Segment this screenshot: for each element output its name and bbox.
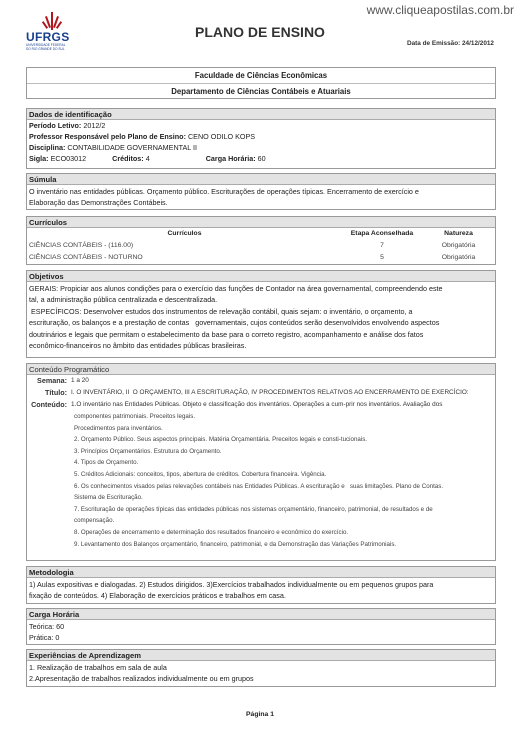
objetivos-line: escrituração, os balanços e a prestação de contas governamentais, cujos conteúdos serão desenvolvidos envolvendo aspectos — [29, 318, 440, 328]
list-item: 4. Tipos de Orçamento. — [74, 459, 139, 467]
sumula-line: O inventário nas entidades públicas. Orçamento público. Escriturações de operações típicas. Encerramento de exercício e — [29, 187, 419, 196]
week-label: Semana: — [37, 376, 67, 385]
section-title: Súmula — [27, 174, 495, 185]
hours-label: Carga Horária: — [205, 154, 256, 163]
table-row — [27, 239, 495, 251]
section-title: Experiências de Aprendizagem — [27, 650, 495, 661]
period-value: 2012/2 — [83, 121, 106, 130]
objetivos-line: econômico-financeiros no âmbito das entidades públicas brasileiras. — [29, 341, 247, 351]
metodologia-text — [27, 578, 495, 603]
carga-section — [26, 608, 496, 645]
content-first-item: 1.O inventário nas Entidades Públicas. Objeto e classificação dos inventários. Operações a cum-prir nos inventários. Avaliação dos — [71, 401, 443, 408]
list-item: Sistema de Escrituração. — [74, 494, 143, 502]
logo-text: UFRGS — [26, 30, 70, 44]
content-list — [27, 411, 495, 550]
list-item: 3. Princípios Orçamentários. Estrutura do Orçamento. — [74, 447, 222, 455]
objetivos-line: doutrinários e legais que permitam o estabelecimento da base para o correto registro, acompanhamento e análise dos fatos — [29, 329, 424, 339]
table-cell: 7 — [380, 241, 384, 249]
credits-label: Créditos: — [112, 154, 144, 163]
hours-value: 60 — [257, 154, 266, 163]
list-item: compensação. — [74, 517, 115, 525]
objetivos-text — [27, 282, 495, 352]
professor-row — [27, 131, 495, 142]
metodologia-line: fixação de conteúdos. 4) Elaboração de exercícios práticos e trabalhos em casa. — [29, 591, 286, 601]
section-title: Conteúdo Programático — [27, 364, 495, 375]
conteudo-body — [27, 375, 495, 550]
code-label: Sigla: — [29, 154, 49, 163]
section-title: Metodologia — [27, 567, 495, 578]
department-name: Departamento de Ciências Contábeis e Atuariais — [27, 83, 495, 98]
table-cell: Obrigatória — [441, 253, 476, 261]
sumula-section — [26, 173, 496, 210]
topic-row — [27, 388, 495, 398]
list-item: 6. Os conhecimentos visados pelas relevações contábeis nas Entidades Públicas. A escrituração e suas limitações. Plano de Contas. — [74, 482, 444, 490]
table-cell: Obrigatória — [441, 241, 476, 249]
week-value: 1 a 20 — [71, 377, 89, 384]
professor-label: Professor Responsável pelo Plano de Ensino: — [29, 132, 186, 141]
logo-subtitle-1: UNIVERSIDADE FEDERAL — [26, 43, 66, 47]
objetivos-line: tal, a administração pública centralizada e descentralizada. — [29, 295, 218, 305]
discipline-value: CONTABILIDADE GOVERNAMENTAL II — [67, 143, 198, 152]
code-value: ECO03012 — [50, 154, 87, 163]
sumula-text — [27, 185, 495, 210]
objetivos-line: GERAIS: Propiciar aos alunos condições para o exercício das funções de Contador na área governamental, compreendendo este — [29, 284, 443, 293]
practice-hours: Prática: 0 — [29, 633, 60, 643]
faculty-header — [26, 67, 496, 99]
list-item: componentes patrimoniais. Preceitos legais. — [74, 413, 196, 420]
objetivos-section — [26, 270, 496, 358]
list-item: 8. Operações de encerramento e determinação dos resultados financeiro e econômico do exercício. — [74, 528, 349, 536]
list-item: 7. Escrituração de operações típicas das entidades públicas nos sistemas orçamentário, financeiro, patrimonial, de resultados e de — [74, 505, 433, 513]
credits-value: 4 — [145, 154, 150, 163]
column-header: Currículos — [167, 230, 202, 237]
column-header: Natureza — [444, 230, 473, 237]
experiencias-line: 2.Apresentação de trabalhos realizados individualmente ou em grupos — [29, 674, 254, 684]
table-cell: 5 — [380, 253, 384, 261]
list-item: 5. Créditos Adicionais: conceitos, tipos, abertura de créditos. Cobertura financeira. Vigência. — [74, 470, 327, 478]
list-item: 9. Levantamento dos Balanços orçamentário, financeiro, patrimonial, e da Demonstração das Variações Patrimoniais. — [74, 540, 397, 548]
identification-section — [26, 108, 496, 169]
period-label: Período Letivo: — [29, 121, 82, 130]
experiencias-line: 1. Realização de trabalhos em sala de aula — [29, 663, 167, 672]
carga-text — [27, 620, 495, 645]
conteudo-section — [26, 363, 496, 561]
faculty-name: Faculdade de Ciências Econômicas — [194, 71, 328, 80]
topic-label: Título: — [45, 388, 67, 397]
table-cell: CIÊNCIAS CONTÁBEIS - NOTURNO — [29, 253, 143, 261]
objetivos-line: ESPECÍFICOS: Desenvolver estudos dos instrumentos de relevação contábil, quais sejam: o inventário, o orçamento, a — [29, 306, 413, 316]
logo-subtitle-2: DO RIO GRANDE DO SUL — [26, 47, 65, 51]
content-label: Conteúdo: — [31, 400, 67, 409]
code-row — [27, 153, 495, 164]
period-row — [27, 120, 495, 131]
curriculos-section — [26, 216, 496, 265]
topic-value: I. O INVENTÁRIO, II O ORÇAMENTO, III A ESCRITURAÇÃO, IV PROCEDIMENTOS RELATIVOS AO ENCERRAMENTO DE EXERCÍCIO: — [71, 389, 469, 396]
page-number: Página 1 — [246, 711, 274, 718]
theory-hours: Teórica: 60 — [29, 622, 65, 631]
watermark: www.cliqueapostilas.com.br — [366, 3, 514, 17]
table-header-row — [27, 228, 495, 239]
document-title: PLANO DE ENSINO — [195, 24, 325, 40]
metodologia-section — [26, 566, 496, 604]
list-item: 2. Orçamento Público. Seus aspectos principais. Matéria Orçamentária. Preceitos legais e consti-tucionais. — [74, 436, 368, 444]
column-header: Etapa Aconselhada — [350, 230, 414, 237]
week-row — [27, 376, 495, 386]
section-title: Carga Horária — [27, 609, 495, 620]
table-row — [27, 251, 495, 263]
list-item: Procedimentos para inventários. — [74, 424, 163, 432]
sumula-line: Elaboração das Demonstrações Contábeis. — [29, 198, 168, 208]
section-title: Dados de identificação — [27, 109, 495, 120]
professor-value: CENO ODILO KOPS — [187, 132, 256, 141]
table-cell: CIÊNCIAS CONTÁBEIS - (116.00) — [29, 241, 134, 249]
discipline-label: Disciplina: — [29, 143, 66, 152]
section-title: Currículos — [27, 217, 495, 228]
discipline-row — [27, 142, 495, 153]
curriculos-table — [27, 228, 495, 263]
section-title: Objetivos — [27, 271, 495, 282]
experiencias-section — [26, 649, 496, 687]
metodologia-line: 1) Aulas expositivas e dialogadas. 2) Estudos dirigidos. 3)Exercícios trabalhados individualmente ou em pequenos grupos para — [29, 580, 434, 589]
experiencias-text — [27, 661, 495, 686]
emission-date: Data de Emissão: 24/12/2012 — [406, 40, 494, 47]
content-row — [27, 400, 495, 410]
